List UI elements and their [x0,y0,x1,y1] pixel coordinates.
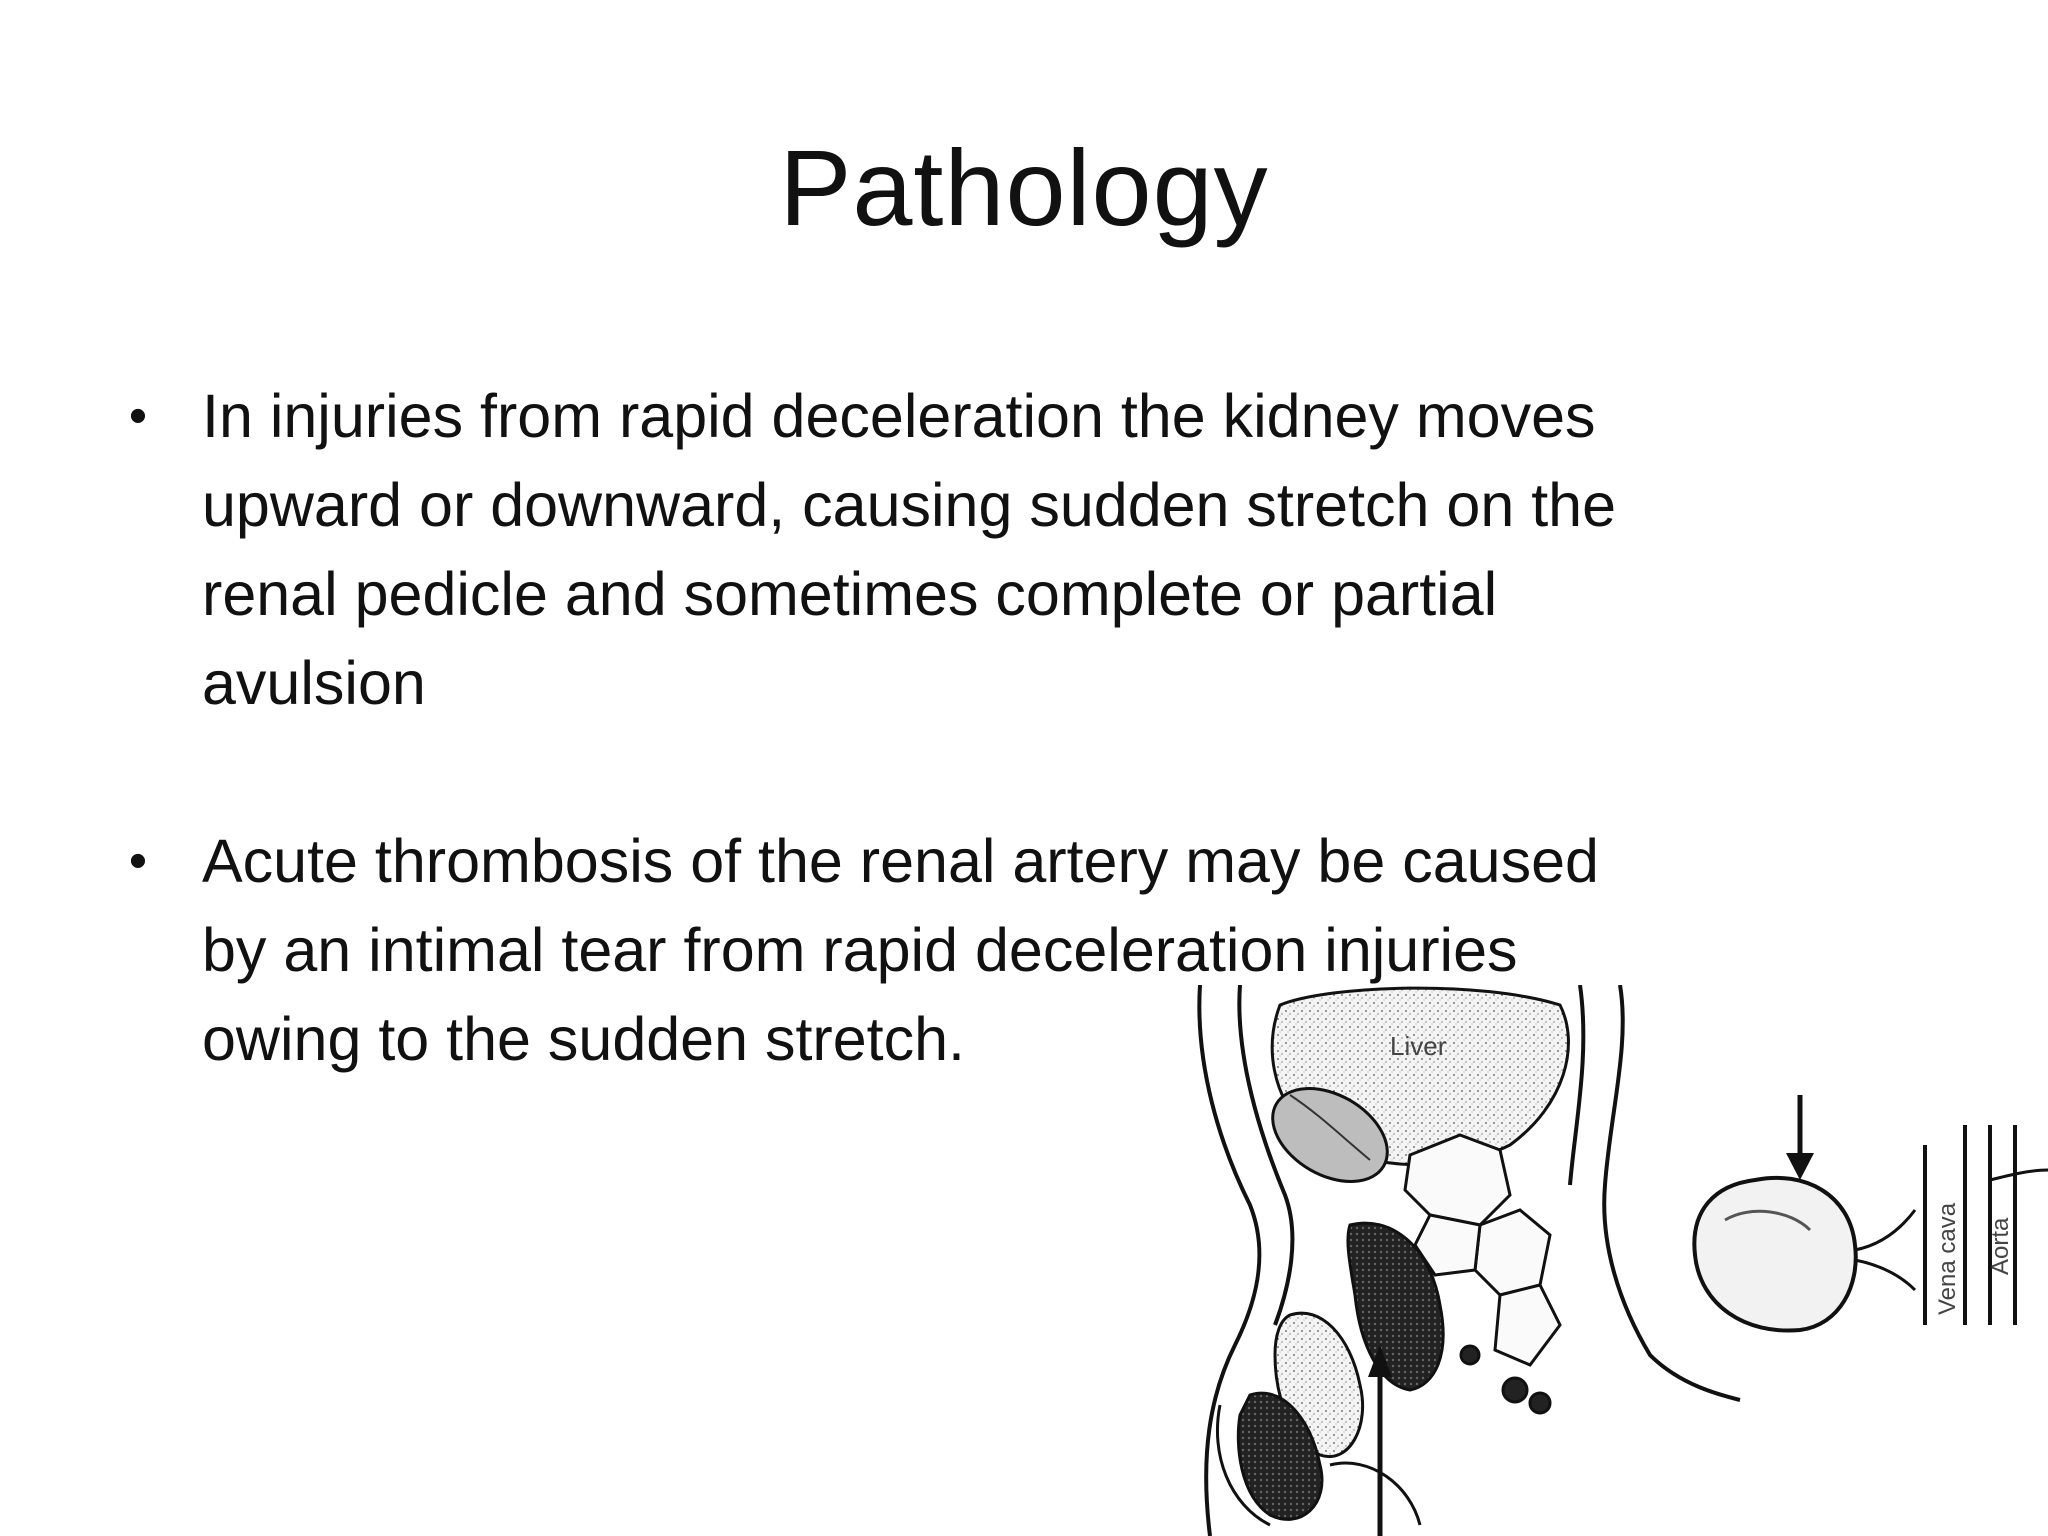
anatomy-illustration [1180,985,2048,1536]
kidney-diagram [1694,1095,2048,1331]
bullet-line: owing to the sudden stretch. [202,1005,965,1073]
bullet-line: by an intimal tear from rapid deceleration injuries [202,916,1518,984]
bullet-icon: • [128,387,148,445]
liver-label: Liver [1390,1031,1447,1061]
vena-cava-label: Vena cava [1934,1202,1961,1315]
bullet-item [118,372,1838,728]
bullet-line: In injuries from rapid deceleration the kidney moves [202,382,1596,450]
aorta-label: Aorta [1987,1217,2014,1275]
upward-arrow [1368,1345,1392,1536]
bullet-icon: • [128,832,148,890]
bullet-line: avulsion [202,649,426,717]
bullet-line: Acute thrombosis of the renal artery may be caused [202,827,1599,895]
slide-title: Pathology [779,127,1269,248]
bullet-line: upward or downward, causing sudden stretch on the [202,471,1617,539]
dark-organ [1238,1223,1443,1519]
bullet-line: renal pedicle and sometimes complete or partial [202,560,1498,628]
